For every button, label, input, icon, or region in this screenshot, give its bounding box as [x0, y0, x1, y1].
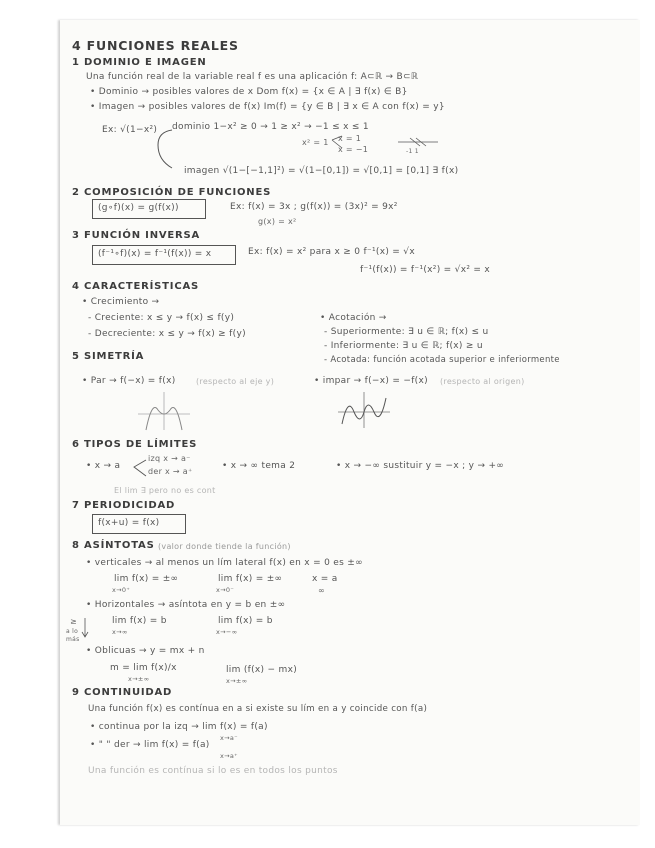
s4-acotacion: • Acotación →	[320, 313, 387, 323]
s8-side-note-2: más	[66, 636, 80, 643]
s9-definition: Una función f(x) es contínua en a si existe su lím en a y coincide con f(a)	[88, 704, 428, 714]
odd-function-sketch	[338, 390, 398, 430]
section-3-heading: 3 FUNCIÓN INVERSA	[72, 230, 201, 241]
page-title: 4 FUNCIONES REALES	[72, 38, 239, 53]
s8-side-mark: ≥	[70, 617, 78, 626]
s6-izq: izq x → a⁻	[148, 454, 191, 463]
s3-example: Ex: f(x) = x² para x ≥ 0 f⁻¹(x) = √x	[248, 247, 415, 257]
s2-formula: (g∘f)(x) = g(f(x))	[98, 203, 179, 213]
s5-par-note: (respecto al eje y)	[196, 377, 275, 386]
s9-der: • " " der → lim f(x) = f(a)	[90, 740, 210, 750]
s4-superiormente: - Superiormente: ∃ u ∈ ℝ; f(x) ≤ u	[324, 327, 489, 337]
s5-impar-note: (respecto al origen)	[440, 377, 525, 386]
even-function-sketch	[138, 392, 198, 432]
s2-example-gx: g(x) = x²	[258, 217, 297, 226]
s1-definition: Una función real de la variable real f es una aplicación f: A⊂ℝ → B⊂ℝ	[86, 72, 419, 82]
s4-creciente: - Creciente: x ≤ y → f(x) ≤ f(y)	[88, 313, 235, 323]
s8-hlim1: lim f(x) = b	[112, 616, 167, 626]
s8-hlim2-sub: x→−∞	[216, 628, 238, 636]
s1-example-label: Ex: √(1−x²)	[102, 125, 158, 135]
s4-crecimiento: • Crecimiento →	[82, 297, 160, 307]
s8-hlim1-sub: x→∞	[112, 628, 128, 636]
s9-izq: • continua por la izq → lim f(x) = f(a)	[90, 722, 268, 732]
s8-vlim1-sub: x→0⁺	[112, 586, 131, 594]
s9-note: Una función es contínua si lo es en todos los puntos	[88, 766, 338, 776]
s8-side-arrow	[80, 616, 90, 640]
s9-der-sub: x→a⁺	[220, 752, 238, 760]
s1-example-root-a: x = 1	[338, 134, 362, 143]
s8-verticales: • verticales → al menos un lím lateral f(x) en x = 0 es ±∞	[86, 558, 363, 568]
s8-m-formula: m = lim f(x)/x	[110, 663, 177, 673]
section-1-heading: 1 DOMINIO E IMAGEN	[72, 57, 207, 68]
s8-heading-note: (valor donde tiende la función)	[158, 542, 291, 551]
s1-example-imagen: imagen √(1−[−1,1]²) = √(1−[0,1]) = √[0,1] = [0,1] ∃ f(x)	[184, 166, 459, 176]
s5-impar: • impar → f(−x) = −f(x)	[314, 376, 428, 386]
s3-example-2: f⁻¹(f(x)) = f⁻¹(x²) = √x² = x	[360, 265, 491, 275]
section-2-heading: 2 COMPOSICIÓN DE FUNCIONES	[72, 187, 272, 198]
s8-n-formula: lim (f(x) − mx)	[226, 665, 298, 675]
s9-izq-sub: x→a⁻	[220, 734, 238, 742]
section-5-heading: 5 SIMETRÍA	[72, 351, 145, 362]
s7-formula: f(x+u) = f(x)	[98, 518, 160, 528]
s8-side-note-1: a lo	[66, 628, 79, 635]
s4-acotada: - Acotada: función acotada superior e inferiormente	[324, 355, 560, 365]
s8-m-sub: x→±∞	[128, 675, 150, 683]
s8-vlim2-sub: x→0⁻	[216, 586, 235, 594]
s8-vlim3: x = a	[312, 574, 338, 584]
s4-decreciente: - Decreciente: x ≤ y → f(x) ≥ f(y)	[88, 329, 246, 339]
notebook-page	[60, 20, 640, 825]
s1-example-x2: x² = 1	[302, 138, 329, 147]
s1-example-root-b: x = −1	[338, 145, 369, 154]
s6-note: El lim ∃ pero no es cont	[114, 486, 216, 495]
section-7-heading: 7 PERIODICIDAD	[72, 500, 176, 511]
s6-der: der x → a⁺	[148, 467, 193, 476]
s8-vlim1: lim f(x) = ±∞	[114, 574, 179, 584]
s8-vlim3-sub: ∞	[318, 586, 325, 595]
s8-horizontales: • Horizontales → asíntota en y = b en ±∞	[86, 600, 286, 610]
section-8-heading: 8 ASÍNTOTAS	[72, 540, 155, 551]
s8-n-sub: x→±∞	[226, 677, 248, 685]
s6-x-to-a: • x → a	[86, 461, 121, 471]
s6-x-to-neg-inf: • x → −∞ sustituir y = −x ; y → +∞	[336, 461, 505, 471]
section-9-heading: 9 CONTINUIDAD	[72, 687, 173, 698]
s5-par: • Par → f(−x) = f(x)	[82, 376, 176, 386]
s6-x-to-inf: • x → ∞ tema 2	[222, 461, 296, 471]
s3-formula: (f⁻¹∘f)(x) = f⁻¹(f(x)) = x	[98, 249, 212, 259]
s2-example: Ex: f(x) = 3x ; g(f(x)) = (3x)² = 9x²	[230, 202, 398, 212]
s8-oblicuas: • Oblicuas → y = mx + n	[86, 646, 205, 656]
section-6-heading: 6 TIPOS DE LÍMITES	[72, 439, 198, 450]
s6-brace	[130, 456, 150, 480]
section-4-heading: 4 CARACTERÍSTICAS	[72, 281, 199, 292]
s1-imagen: • Imagen → posibles valores de f(x) Im(f) = {y ∈ B | ∃ x ∈ A con f(x) = y}	[90, 102, 445, 112]
s4-inferiormente: - Inferiormente: ∃ u ∈ ℝ; f(x) ≥ u	[324, 341, 483, 351]
s1-example-dominio: dominio 1−x² ≥ 0 → 1 ≥ x² → −1 ≤ x ≤ 1	[172, 122, 369, 132]
s1-dominio: • Dominio → posibles valores de x Dom f(x) = {x ∈ A | ∃ f(x) ∈ B}	[90, 87, 408, 97]
s8-vlim2: lim f(x) = ±∞	[218, 574, 283, 584]
s1-number-line-labels: -1 1	[406, 148, 419, 155]
s8-hlim2: lim f(x) = b	[218, 616, 273, 626]
